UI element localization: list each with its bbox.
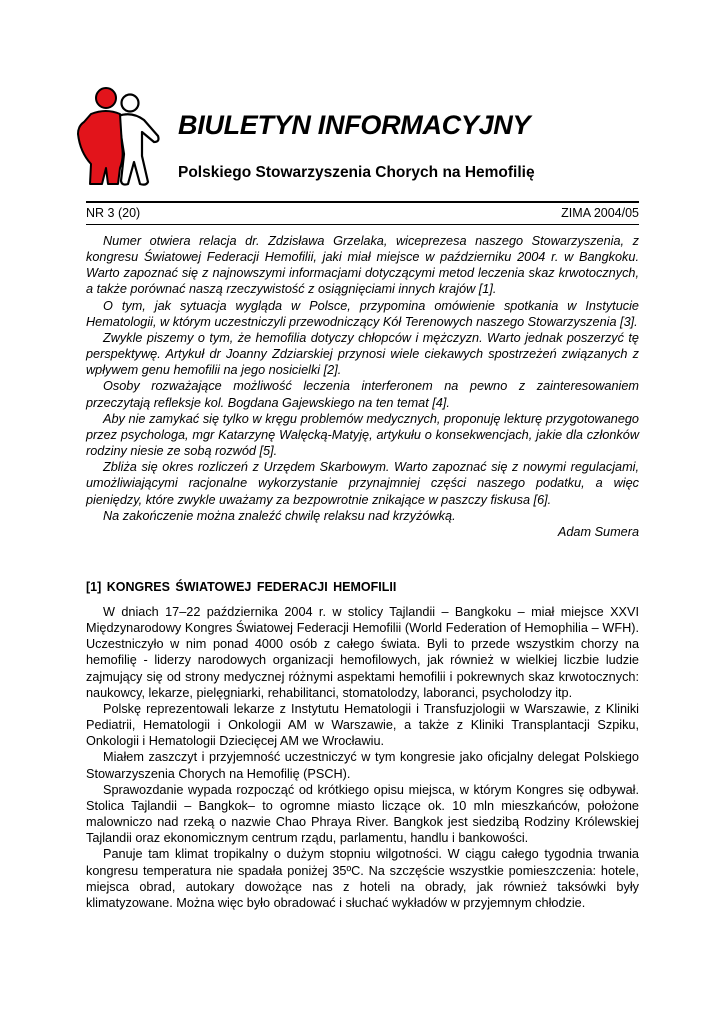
article-body <box>86 604 639 911</box>
two-people-logo-icon <box>74 86 162 186</box>
intro-paragraph: Na zakończenie można znaleźć chwilę relaksu nad krzyżówką. <box>103 508 456 523</box>
article-paragraph: W dniach 17–22 października 2004 r. w stolicy Tajlandii – Bangkoku – miał miejsce XXVI Międzynarodowy Kongres Światowej Federacji Hemofilii (World Federation of Hemophilia – WFH). Uczestniczyło w nim ponad 4000 osób z całego świata. Byli to przede wszystkim chorzy na hemofilię - liderzy narodowych organizacji hemofilowych, jak również w wielkiej liczbie ludzie zajmujący się od strony medycznej różnymi aspektami hemofilii i pokrewnych skaz krwotocznych: naukowcy, lekarze, pielęgniarki, rehabilitanci, stomatolodzy, laboranci, psycholodzy itp. <box>86 605 639 700</box>
article-paragraph: Miałem zaszczyt i przyjemność uczestniczyć w tym kongresie jako oficjalny delegat Polskiego Stowarzyszenia Chorych na Hemofilię (PSCH). <box>86 750 639 781</box>
editorial-intro <box>86 233 639 540</box>
header-rule <box>86 201 639 203</box>
bulletin-title: BIULETYN INFORMACYJNY <box>178 110 531 140</box>
intro-paragraph: Zbliża się okres rozliczeń z Urzędem Skarbowym. Warto zapoznać się z nowymi regulacjami, umożliwiającymi racjonalne wykorzystanie przynajmniej części naszego podatku, a więc pieniędzy, które zwykle uważamy za bezpowrotnie znikające w paszczy fiskusa [6]. <box>86 460 639 507</box>
article-paragraph: Panuje tam klimat tropikalny o dużym stopniu wilgotności. W ciągu całego tygodnia trwania kongresu temperatura nie spadała poniżej 35ºC. Na szczęście wszystkie pomieszczenia: hotele, miejsca obrad, autokary dowożące nas z hoteli na obrady, jak również taksówki były klimatyzowane. Można więc było obradować i słuchać wykładów w przyjemnym chłodzie. <box>86 847 639 910</box>
intro-paragraph: Numer otwiera relacja dr. Zdzisława Grzelaka, wiceprezesa naszego Stowarzyszenia, z kongresu Światowej Federacji Hemofilii, jaki miał miejsce w październiku 2004 r. w Bangkoku. Warto zapoznać się z najnowszymi informacjami dotyczącymi metod leczenia skaz krwotocznych, a także porównać naszą rzeczywistość z osiągnięciami innych krajów [1]. <box>86 234 639 297</box>
intro-paragraph: Aby nie zamykać się tylko w kręgu problemów medycznych, proponuję lekturę przygotowanego przez psychologa, mgr Katarzynę Walęcką-Matyję, artykułu o konsekwencjach, jakie dla członków rodziny niesie ze sobą rozwód [5]. <box>86 411 639 459</box>
issue-date: ZIMA 2004/05 <box>561 206 639 220</box>
bulletin-page <box>86 0 639 1024</box>
editor-signature: Adam Sumera <box>557 524 639 539</box>
article-paragraph: Polskę reprezentowali lekarze z Instytutu Hematologii i Transfuzjologii w Warszawie, z Kliniki Pediatrii, Hematologii i Onkologii AM w Warszawie, a także z Kliniki Transplantacji Szpiku, Onkologii i Hematologii Dziecięcej AM we Wrocławiu. <box>86 701 639 749</box>
intro-paragraph: Zwykle piszemy o tym, że hemofilia dotyczy chłopców i mężczyzn. Warto jednak poszerzyć tę perspektywę. Artykuł dr Joanny Zdziarskiej przynosi wiele ciekawych spostrzeżeń związanych z wpływem genu hemofilii na jego nosicielki [2]. <box>86 330 639 378</box>
intro-paragraph: O tym, jak sytuacja wygląda w Polsce, przypomina omówienie spotkania w Instytucie Hematologii, w którym uczestniczyli przewodniczący Kół Terenowych naszego Stowarzyszenia [3]. <box>86 298 639 329</box>
issue-number: NR 3 (20) <box>86 206 141 220</box>
bulletin-subtitle: Polskiego Stowarzyszenia Chorych na Hemofilię <box>178 164 535 181</box>
article-paragraph: Sprawozdanie wypada rozpocząć od krótkiego opisu miejsca, w którym Kongres się odbywał. Stolica Tajlandii – Bangkok– to ogromne miasto liczące ok. 10 mln mieszkańców, położone malowniczo nad rzeką o nazwie Chao Phraya River. Bangkok jest siedzibą Rodziny Królewskiej Tajlandii oraz ekonomicznym centrum rządu, parlamentu, handlu i bankowości. <box>86 782 639 846</box>
article-heading: [1] KONGRES ŚWIATOWEJ FEDERACJI HEMOFILII <box>86 580 397 594</box>
issue-info-rule <box>86 224 639 225</box>
issue-info-row <box>86 206 639 220</box>
intro-paragraph: Osoby rozważające możliwość leczenia interferonem na pewno z zainteresowaniem przeczytają refleksje kol. Bogdana Gajewskiego na ten temat [4]. <box>86 379 639 410</box>
